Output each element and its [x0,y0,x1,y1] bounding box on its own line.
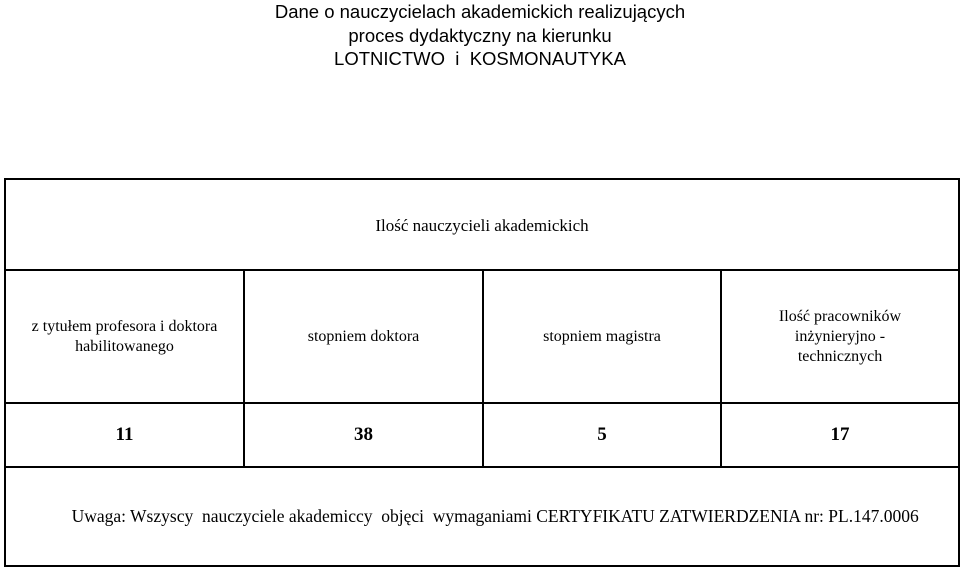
title-line-3: LOTNICTWO i KOSMONAUTYKA [334,48,626,69]
column-header-label: z tytułem profesora i doktora habilitowanego [31,317,218,355]
column-header-doctors [244,270,483,403]
table-header-cell [5,179,959,270]
table-header-row [5,179,959,270]
values-row [5,403,959,467]
teachers-table [4,178,960,567]
value-doctors: 38 [244,403,483,467]
title-line-2: proces dydaktyczny na kierunku [348,24,612,46]
column-header-technical-staff [721,270,959,403]
certificate-note: Uwaga: Wszyscy nauczyciele akademiccy objęci wymaganiami CERTYFIKATU ZATWIERDZENIA nr: PL.147.0006 [71,506,919,526]
column-header-label: stopniem doktora [307,327,420,345]
note-cell [5,467,959,566]
value-masters: 5 [483,403,721,467]
column-headers-row [5,270,959,403]
value-technical-staff: 17 [721,403,959,467]
note-row [5,467,959,566]
column-header-professors [5,270,244,403]
column-header-label: Ilość pracowników inżynieryjno - technicznych [778,307,902,365]
title-line-1: Dane o nauczycielach akademickich realizujących [274,1,686,22]
column-header-label: stopniem magistra [543,327,661,345]
table-header-label: Ilość nauczycieli akademickich [375,215,589,235]
column-header-masters [483,270,721,403]
value-professors: 11 [5,403,244,467]
document-title [225,0,735,71]
